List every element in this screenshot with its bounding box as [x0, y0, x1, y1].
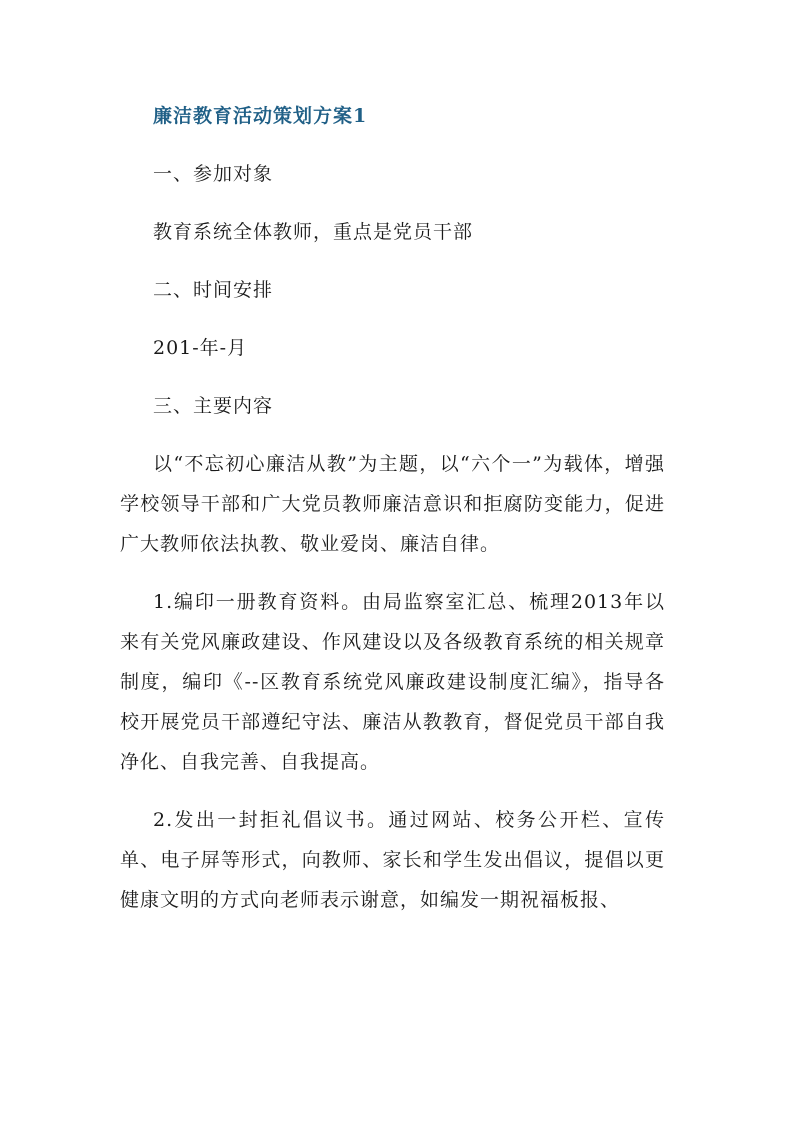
section-body-schedule: 201-年-月	[153, 337, 248, 359]
document-title: 廉洁教育活动策划方案1	[153, 105, 368, 127]
list-item: 2.发出一封拒礼倡议书。通过网站、校务公开栏、宣传单、电子屏等形式，向教师、家长和学生发出倡议，提倡以更健康文明的方式向老师表示谢意，如编发一期祝福板报、	[120, 809, 665, 911]
section-body-content: 以“不忘初心廉洁从教”为主题，以“六个一”为载体，增强学校领导干部和广大党员教师廉洁意识和拒腐防变能力，促进广大教师依法执教、敬业爱岗、廉洁自律。	[120, 453, 665, 555]
document-body	[120, 96, 665, 920]
section-heading-participants: 一、参加对象	[153, 163, 274, 185]
list-item: 1.编印一册教育资料。由局监察室汇总、梳理2013年以来有关党风廉政建设、作风建设以及各级教育系统的相关规章制度，编印《--区教育系统党风廉政建设制度汇编》，指导各校开展党员干部遵纪守法、廉洁从教教育，督促党员干部自我净化、自我完善、自我提高。	[120, 591, 665, 773]
section-body-participants: 教育系统全体教师，重点是党员干部	[153, 221, 474, 243]
section-heading-content: 三、主要内容	[153, 395, 274, 417]
section-heading-schedule: 二、时间安排	[153, 279, 274, 301]
